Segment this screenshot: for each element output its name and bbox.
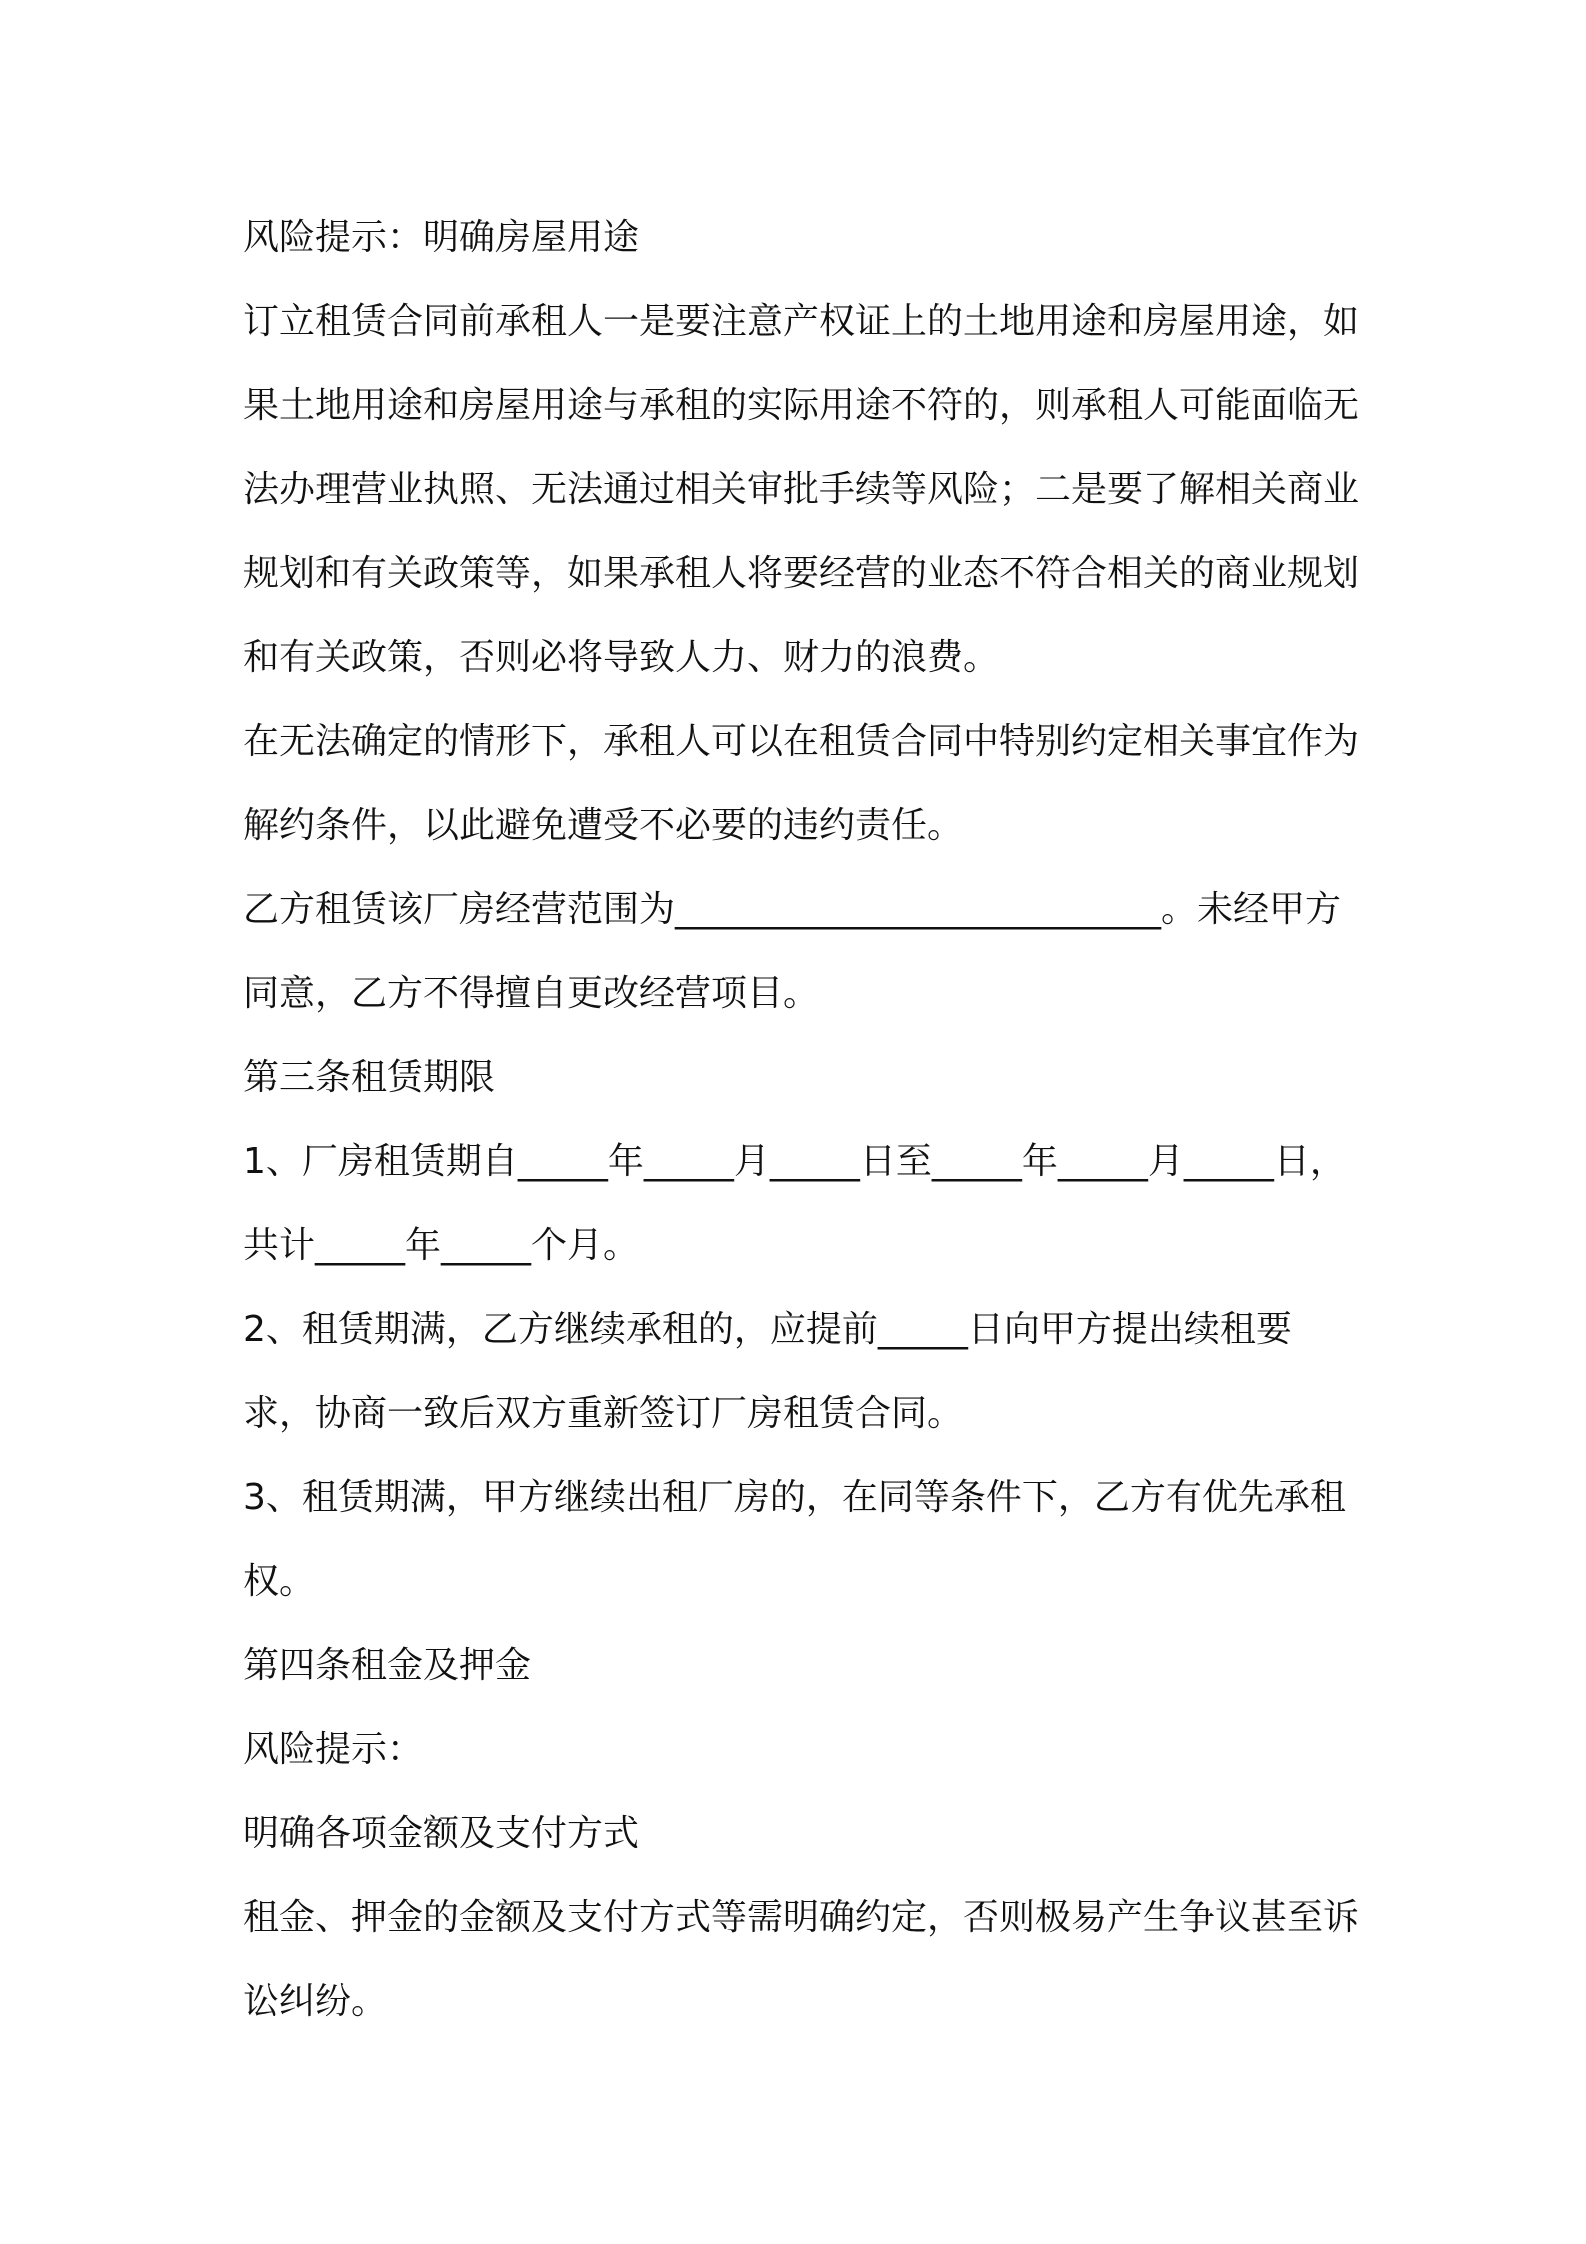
risk-tip-label: 风险提示： — [243, 1729, 424, 1770]
risk-tip-subheading: 明确各项金额及支付方式 — [243, 1813, 640, 1854]
lease-term-clause: 1、厂房租赁期自_____年_____月_____日至_____年_____月_____日，共计_____年_____个月。 — [243, 1141, 1346, 1266]
document-body — [243, 196, 1363, 2044]
body-paragraph: 在无法确定的情形下，承租人可以在租赁合同中特别约定相关事宜作为解约条件，以此避免遭受不必要的违约责任。 — [243, 721, 1360, 846]
body-paragraph: 订立租赁合同前承租人一是要注意产权证上的土地用途和房屋用途，如果土地用途和房屋用途与承租的实际用途不符的，则承租人可能面临无法办理营业执照、无法通过相关审批手续等风险；二是要了解相关商业规划和有关政策等，如果承租人将要经营的业态不符合相关的商业规划和有关政策，否则必将导致人力、财力的浪费。 — [243, 301, 1360, 678]
risk-tip-heading: 风险提示：明确房屋用途 — [243, 217, 640, 258]
article-heading: 第四条租金及押金 — [243, 1645, 532, 1686]
body-paragraph: 租金、押金的金额及支付方式等需明确约定，否则极易产生争议甚至诉讼纠纷。 — [243, 1897, 1360, 2022]
renewal-clause: 2、租赁期满，乙方继续承租的，应提前_____日向甲方提出续租要求，协商一致后双方重新签订厂房租赁合同。 — [243, 1309, 1292, 1434]
priority-lease-clause: 3、租赁期满，甲方继续出租厂房的，在同等条件下，乙方有优先承租权。 — [243, 1477, 1346, 1602]
business-scope-clause: 乙方租赁该厂房经营范围为___________________________。未经甲方同意，乙方不得擅自更改经营项目。 — [243, 889, 1342, 1014]
article-heading: 第三条租赁期限 — [243, 1057, 496, 1098]
